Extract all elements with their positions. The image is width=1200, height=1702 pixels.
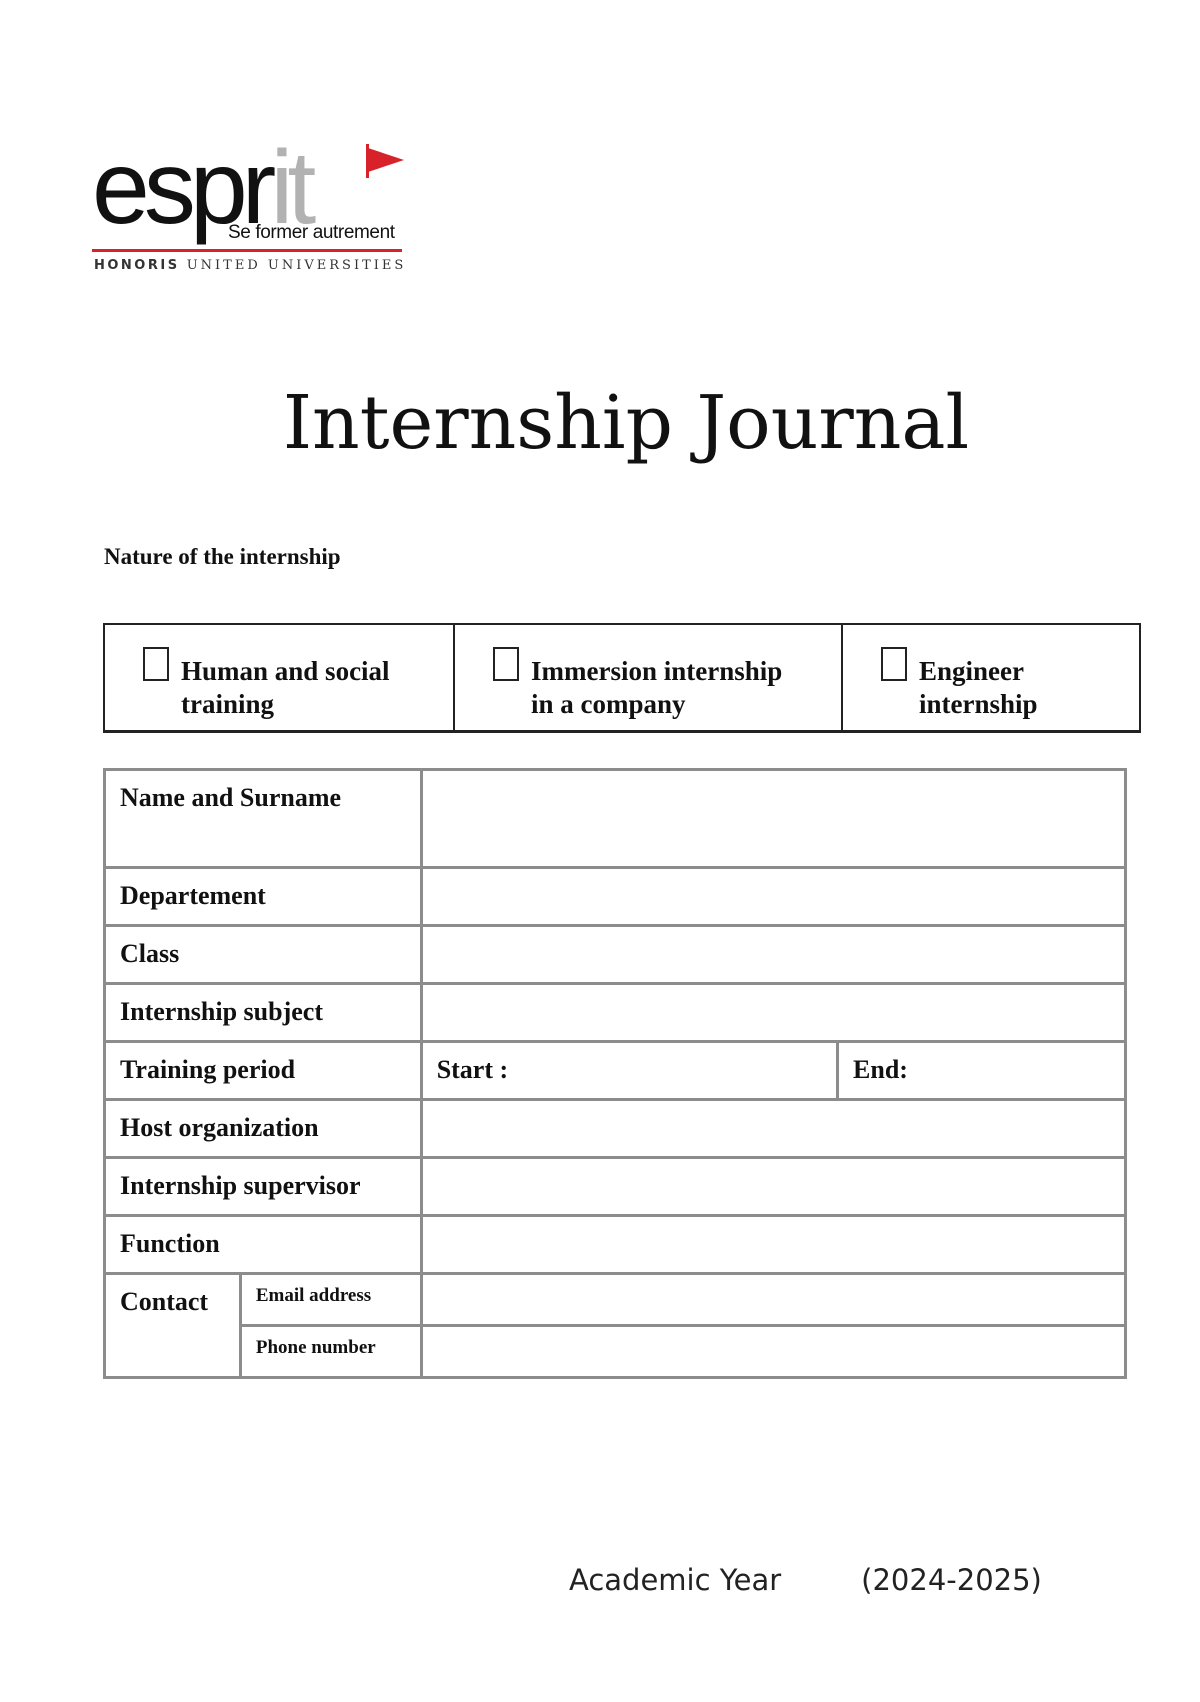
nature-option-immersion[interactable] <box>453 625 841 730</box>
contact-label: Contact <box>105 1274 241 1378</box>
department-label: Departement <box>105 868 422 926</box>
table-row <box>105 926 1126 984</box>
table-row <box>105 1042 1126 1100</box>
host-label: Host organization <box>105 1100 422 1158</box>
flag-icon <box>368 148 404 172</box>
table-row <box>105 770 1126 868</box>
option-label: Immersion internship <box>531 656 783 686</box>
name-field[interactable] <box>421 770 1125 868</box>
function-label: Function <box>105 1216 422 1274</box>
nature-options <box>103 623 1141 733</box>
option-label: in a company <box>531 689 686 719</box>
table-row <box>105 1326 1126 1378</box>
table-row <box>105 1158 1126 1216</box>
email-label: Email address <box>240 1274 421 1326</box>
class-field[interactable] <box>421 926 1125 984</box>
subject-label: Internship subject <box>105 984 422 1042</box>
student-info-table <box>103 768 1127 1379</box>
option-label: training <box>181 689 275 719</box>
academic-year-label: Academic Year <box>569 1563 782 1597</box>
nature-option-engineer[interactable] <box>841 625 1139 730</box>
table-row <box>105 984 1126 1042</box>
name-label: Name and Surname <box>105 770 422 868</box>
host-field[interactable] <box>421 1100 1125 1158</box>
option-label: internship <box>919 689 1038 719</box>
logo-tagline: Se former autrement <box>228 222 395 243</box>
supervisor-field[interactable] <box>421 1158 1125 1216</box>
supervisor-label: Internship supervisor <box>105 1158 422 1216</box>
table-row <box>105 1216 1126 1274</box>
academic-year-value: (2024-2025) <box>861 1563 1042 1597</box>
phone-field[interactable] <box>421 1326 1125 1378</box>
email-field[interactable] <box>421 1274 1125 1326</box>
period-label: Training period <box>105 1042 422 1100</box>
checkbox[interactable] <box>881 647 907 681</box>
phone-label: Phone number <box>240 1326 421 1378</box>
class-label: Class <box>105 926 422 984</box>
academic-year <box>569 1563 1042 1597</box>
checkbox[interactable] <box>143 647 169 681</box>
nature-label: Nature of the internship <box>104 544 341 569</box>
esprit-logo <box>92 130 412 288</box>
page-title: Internship Journal <box>282 380 970 466</box>
option-label: Human and social <box>181 656 390 686</box>
end-field[interactable]: End: <box>838 1042 1126 1100</box>
nature-option-human-social[interactable] <box>105 625 453 730</box>
option-label: Engineer <box>919 656 1024 686</box>
table-row <box>105 1100 1126 1158</box>
checkbox[interactable] <box>493 647 519 681</box>
function-field[interactable] <box>421 1216 1125 1274</box>
subject-field[interactable] <box>421 984 1125 1042</box>
logo-red-rule <box>92 249 402 252</box>
department-field[interactable] <box>421 868 1125 926</box>
table-row <box>105 868 1126 926</box>
start-field[interactable]: Start : <box>421 1042 837 1100</box>
logo-wordmark: esprit <box>92 130 311 246</box>
logo-affiliation: HONORIS UNITED UNIVERSITIES <box>94 258 407 273</box>
table-row <box>105 1274 1126 1326</box>
